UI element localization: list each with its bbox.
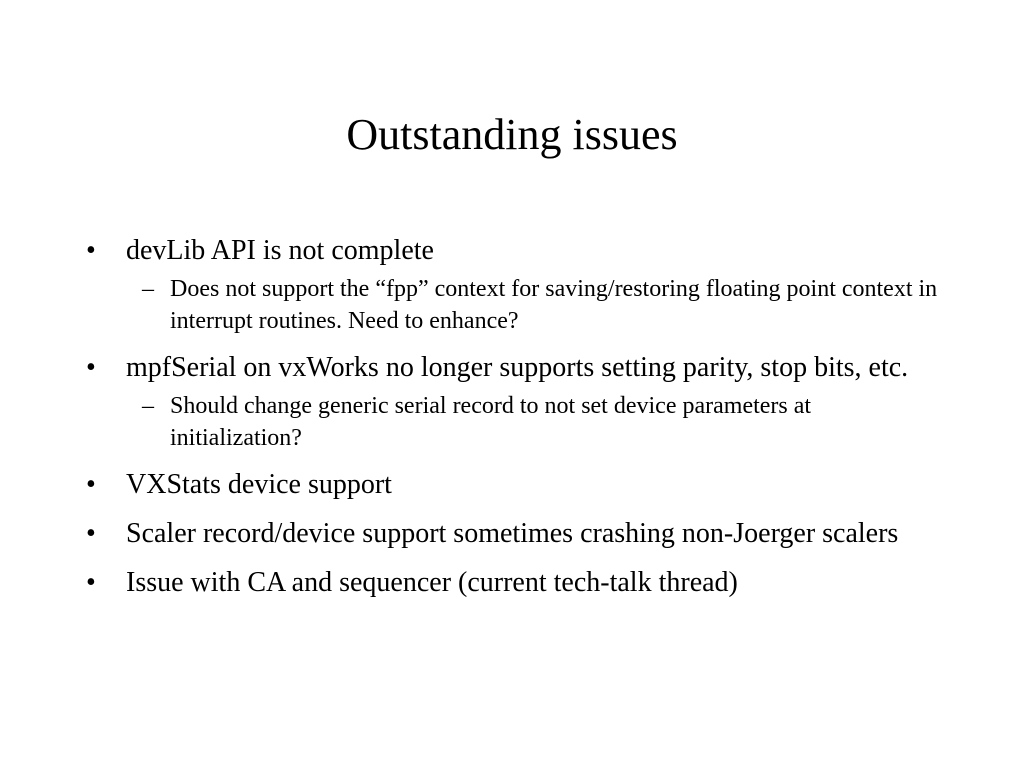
bullet-item [86, 515, 946, 552]
bullet-dot: • [86, 352, 96, 383]
bullet-text: Issue with CA and sequencer (current tech-talk thread) [126, 567, 738, 598]
bullet-dot: • [86, 235, 96, 266]
bullet-item [86, 564, 946, 601]
sub-bullet-item [126, 273, 946, 337]
sub-bullet-text: Should change generic serial record to not set device parameters at initialization? [170, 393, 812, 451]
bullet-item [86, 232, 946, 337]
bullet-text: devLib API is not complete [126, 235, 434, 266]
sub-bullet-list [126, 390, 946, 454]
sub-bullet-dash: – [142, 276, 154, 302]
slide-title: Outstanding issues [346, 110, 678, 159]
bullet-dot: • [86, 518, 96, 549]
bullet-text: VXStats device support [126, 469, 392, 500]
bullet-text: Scaler record/device support sometimes crashing non-Joerger scalers [126, 518, 899, 549]
sub-bullet-dash: – [142, 393, 154, 419]
bullet-list [86, 232, 946, 613]
sub-bullet-item [126, 390, 946, 454]
bullet-dot: • [86, 469, 96, 500]
bullet-text: mpfSerial on vxWorks no longer supports setting parity, stop bits, etc. [126, 352, 909, 383]
bullet-item [86, 349, 946, 454]
sub-bullet-text: Does not support the “fpp” context for saving/restoring floating point context in interrupt routines. Need to enhance? [170, 276, 938, 334]
bullet-dot: • [86, 567, 96, 598]
bullet-item [86, 466, 946, 503]
sub-bullet-list [126, 273, 946, 337]
